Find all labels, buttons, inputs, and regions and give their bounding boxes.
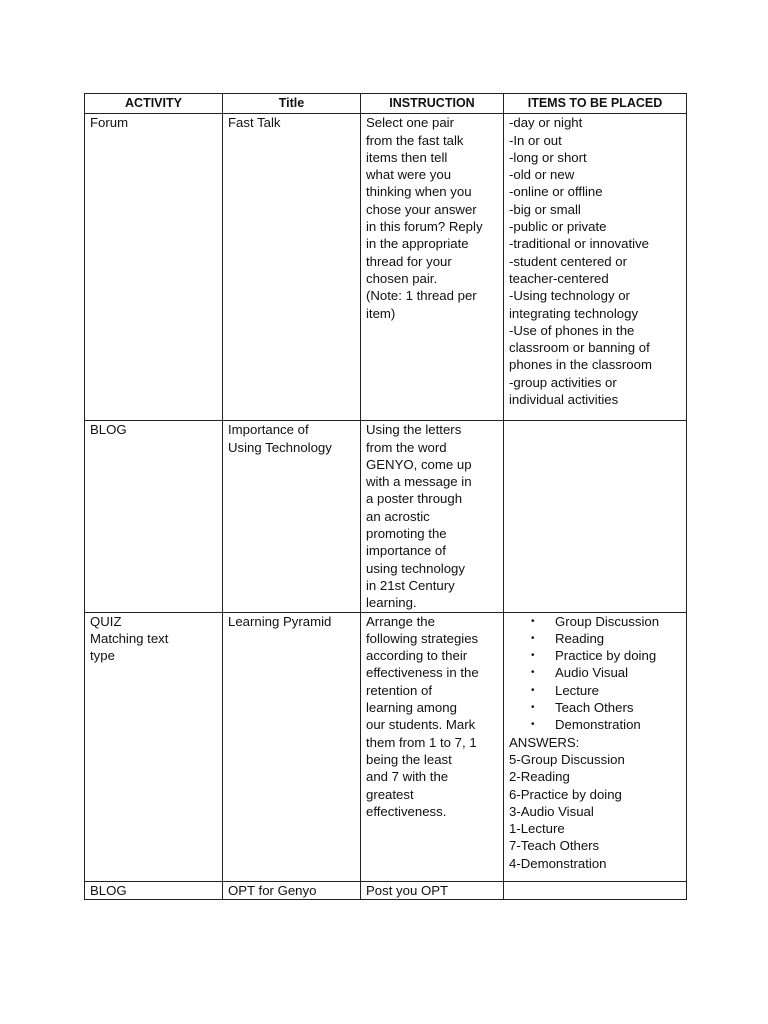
text-line: GENYO, come up: [366, 456, 472, 472]
text-line: OPT for Genyo: [228, 882, 317, 898]
text-line: learning.: [366, 595, 417, 611]
text-line: Learning Pyramid: [228, 613, 332, 629]
text-line: -big or small: [509, 201, 581, 217]
text-line: (Note: 1 thread per: [366, 288, 477, 304]
text-line: in 21st Century: [366, 577, 455, 593]
items-cell: [504, 114, 687, 421]
text-line: thinking when you: [366, 184, 472, 200]
text-line: greatest: [366, 786, 414, 802]
text-line: a poster through: [366, 491, 463, 507]
bullet-item: • Group Discussion: [509, 613, 681, 630]
activity-cell: [85, 881, 223, 899]
text-line: 7-Teach Others: [509, 838, 600, 854]
text-line: individual activities: [509, 392, 619, 408]
text-line: classroom or banning of: [509, 340, 650, 356]
text-line: Post you OPT: [366, 882, 449, 898]
title-cell: [223, 114, 361, 421]
text-line: our students. Mark: [366, 717, 476, 733]
text-line: chosen pair.: [366, 270, 438, 286]
text-line: from the word: [366, 439, 447, 455]
text-line: retention of: [366, 682, 432, 698]
items-cell: [504, 612, 687, 881]
instruction-cell: [361, 421, 504, 612]
text-line: and 7 with the: [366, 769, 449, 785]
table-row: [85, 421, 687, 612]
text-line: -student centered or: [509, 253, 628, 269]
text-line: teacher-centered: [509, 270, 609, 286]
text-line: 5-Group Discussion: [509, 751, 625, 767]
text-line: chose your answer: [366, 201, 477, 217]
text-line: items then tell: [366, 149, 448, 165]
title-cell: [223, 881, 361, 899]
text-line: Fast Talk: [228, 115, 281, 131]
answers-list: [509, 734, 681, 872]
activity-table: [84, 93, 687, 900]
text-line: 1-Lecture: [509, 821, 565, 837]
bullet-item: • Practice by doing: [509, 647, 681, 664]
items-cell: [504, 881, 687, 899]
text-line: in the appropriate: [366, 236, 469, 252]
text-line: phones in the classroom: [509, 357, 652, 373]
text-line: -Using technology or: [509, 288, 630, 304]
text-line: -In or out: [509, 132, 562, 148]
text-line: with a message in: [366, 474, 472, 490]
instruction-cell: [361, 114, 504, 421]
bullet-item: • Reading: [509, 630, 681, 647]
items-cell: [504, 421, 687, 612]
instruction-cell: [361, 612, 504, 881]
text-line: -group activities or: [509, 374, 617, 390]
text-line: importance of: [366, 543, 446, 559]
bullet-item: • Demonstration: [509, 716, 681, 733]
table-header: [85, 94, 687, 114]
text-line: in this forum? Reply: [366, 219, 483, 235]
text-line: them from 1 to 7, 1: [366, 734, 477, 750]
text-line: an acrostic: [366, 508, 430, 524]
text-line: 4-Demonstration: [509, 855, 607, 871]
text-line: QUIZ: [90, 613, 122, 629]
table-row: [85, 881, 687, 899]
bullet-list: [509, 613, 681, 734]
text-line: Arrange the: [366, 613, 435, 629]
header-instruction: INSTRUCTION: [361, 94, 504, 114]
text-line: promoting the: [366, 526, 447, 542]
instruction-cell: [361, 881, 504, 899]
text-line: Using Technology: [228, 439, 332, 455]
activity-cell: [85, 612, 223, 881]
text-line: Forum: [90, 115, 129, 131]
text-line: from the fast talk: [366, 132, 464, 148]
text-line: -Use of phones in the: [509, 322, 635, 338]
text-line: -traditional or innovative: [509, 236, 650, 252]
text-line: Using the letters: [366, 422, 462, 438]
text-line: integrating technology: [509, 305, 639, 321]
text-line: -public or private: [509, 219, 607, 235]
text-line: Importance of: [228, 422, 309, 438]
text-line: being the least: [366, 751, 452, 767]
text-line: 2-Reading: [509, 769, 570, 785]
text-line: what were you: [366, 167, 452, 183]
text-line: Matching text: [90, 630, 169, 646]
text-line: according to their: [366, 648, 468, 664]
title-cell: [223, 421, 361, 612]
text-line: -long or short: [509, 149, 587, 165]
text-line: using technology: [366, 560, 465, 576]
text-line: type: [90, 648, 115, 664]
header-items-to-be-placed: ITEMS TO BE PLACED: [504, 94, 687, 114]
title-cell: [223, 612, 361, 881]
table-row: [85, 612, 687, 881]
table-row: [85, 114, 687, 421]
text-line: -old or new: [509, 167, 575, 183]
text-line: Select one pair: [366, 115, 454, 131]
text-line: following strategies: [366, 630, 479, 646]
activity-cell: [85, 421, 223, 612]
header-title: Title: [223, 94, 361, 114]
text-line: BLOG: [90, 882, 127, 898]
text-line: -online or offline: [509, 184, 603, 200]
bullet-item: • Lecture: [509, 682, 681, 699]
header-activity: ACTIVITY: [85, 94, 223, 114]
text-line: ANSWERS:: [509, 734, 580, 750]
text-line: 3-Audio Visual: [509, 803, 594, 819]
activity-cell: [85, 114, 223, 421]
text-line: effectiveness.: [366, 803, 447, 819]
text-line: learning among: [366, 700, 457, 716]
text-line: effectiveness in the: [366, 665, 479, 681]
text-line: BLOG: [90, 422, 127, 438]
text-line: thread for your: [366, 253, 452, 269]
bullet-item: • Teach Others: [509, 699, 681, 716]
text-line: item): [366, 305, 396, 321]
text-line: -day or night: [509, 115, 583, 131]
bullet-item: • Audio Visual: [509, 664, 681, 681]
text-line: 6-Practice by doing: [509, 786, 622, 802]
header-row: [85, 94, 687, 114]
